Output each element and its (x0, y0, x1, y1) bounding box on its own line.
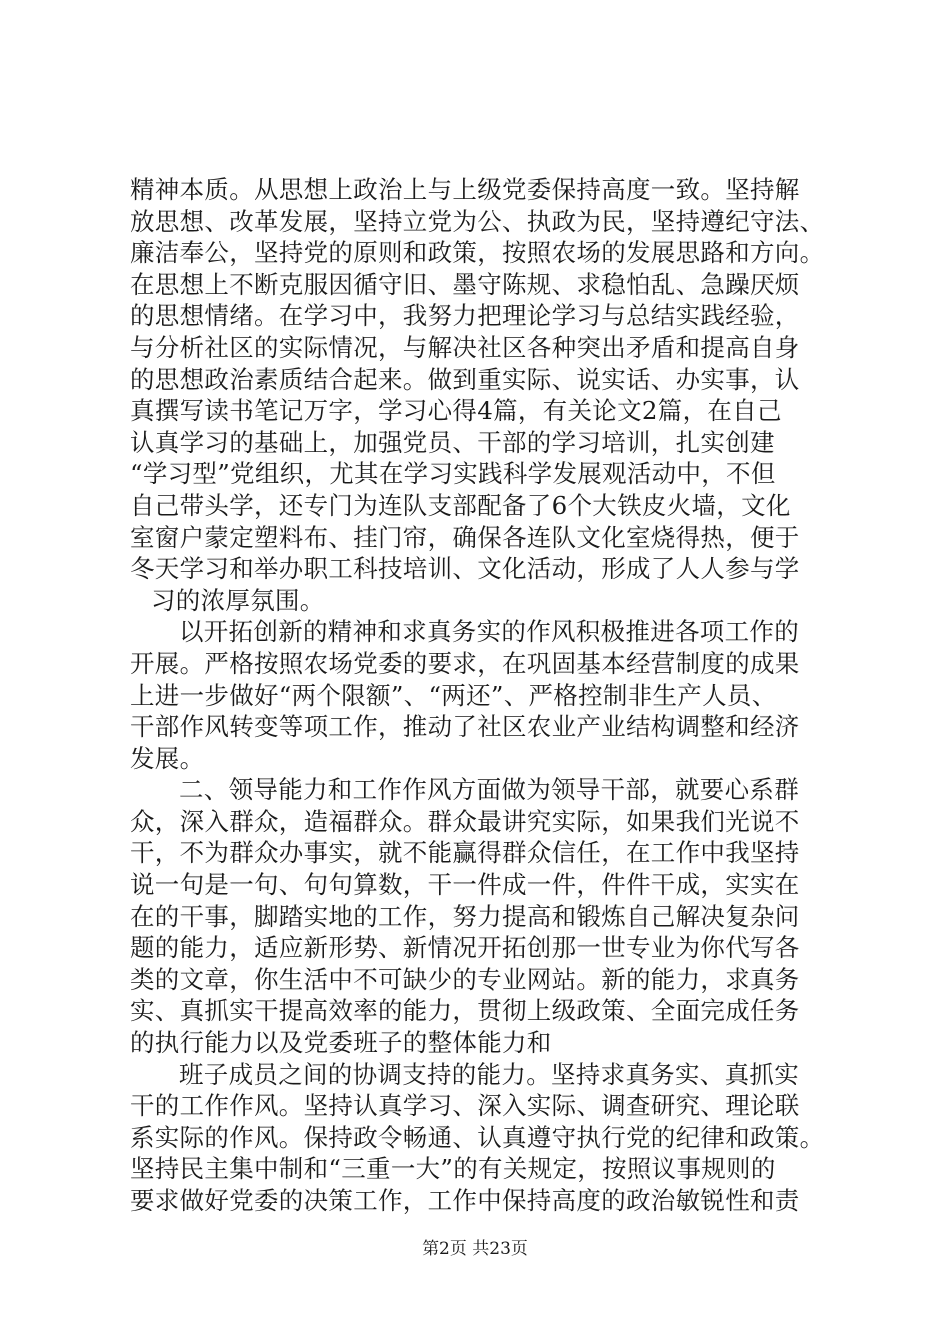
text-line: 开展。严格按照农场党委的要求，在巩固基本经营制度的成果 (130, 648, 800, 678)
text-line: 真撰写读书笔记万字，学习心得4篇，有关论文2篇，在自己 (130, 396, 782, 426)
text-line: 自己带头学，还专门为连队支部配备了6个大铁皮火墙，文化 (130, 490, 791, 520)
text-line: 在思想上不断克服因循守旧、墨守陈规、求稳怕乱、急躁厌烦 (130, 269, 800, 299)
text-line: 放思想、改革发展，坚持立党为公、执政为民，坚持遵纪守法、 (130, 206, 825, 236)
text-line: 习的浓厚氛围。 (151, 585, 325, 615)
text-line: 室窗户蒙定塑料布、挂门帘，确保各连队文化室烧得热，便于 (130, 522, 800, 552)
page-footer (0, 1238, 950, 1260)
text-line: “学习型”党组织，尤其在学习实践科学发展观活动中，不但 (130, 459, 776, 489)
page-number-label: 第2页 共23页 (422, 1239, 528, 1259)
text-line: 要求做好党委的决策工作，工作中保持高度的政治敏锐性和责 (130, 1186, 800, 1215)
text-line: 上进一步做好“两个限额”、“两还”、严格控制非生产人员、 (130, 680, 777, 710)
paragraph-start-line: 班子成员之间的协调支持的能力。坚持求真务实、真抓实 (179, 1059, 799, 1089)
text-line: 的思想情绪。在学习中，我努力把理论学习与总结实践经验， (130, 301, 800, 331)
document-body (130, 174, 830, 1217)
paragraph-start-line: 二、领导能力和工作作风方面做为领导干部，就要心系群 (179, 775, 799, 805)
text-line: 的思想政治素质结合起来。做到重实际、说实话、办实事，认 (130, 364, 800, 394)
text-line: 说一句是一句、句句算数，干一件成一件，件件干成，实实在 (130, 870, 800, 900)
text-line: 的执行能力以及党委班子的整体能力和 (130, 1028, 552, 1058)
text-line: 干的工作作风。坚持认真学习、深入实际、调查研究、理论联 (130, 1091, 800, 1121)
text-line: 题的能力，适应新形势、新情况开拓创那一世专业为你代写各 (130, 933, 800, 963)
text-line: 坚持民主集中制和“三重一大”的有关规定，按照议事规则的 (130, 1154, 776, 1184)
text-line: 廉洁奉公，坚持党的原则和政策，按照农场的发展思路和方向。 (130, 238, 825, 268)
text-line: 干部作风转变等项工作，推动了社区农业产业结构调整和经济 (130, 712, 800, 742)
text-line: 在的干事，脚踏实地的工作，努力提高和锻炼自己解决复杂问 (130, 901, 800, 931)
text-line: 实、真抓实干提高效率的能力，贯彻上级政策、全面完成任务 (130, 996, 800, 1026)
text-line: 发展。 (130, 743, 205, 773)
text-line: 与分析社区的实际情况，与解决社区各种突出矛盾和提高自身 (130, 332, 800, 362)
text-line: 认真学习的基础上，加强党员、干部的学习培训，扎实创建 (130, 427, 775, 457)
text-line: 冬天学习和举办职工科技培训、文化活动，形成了人人参与学 (130, 554, 800, 584)
paragraph-start-line: 以开拓创新的精神和求真务实的作风积极推进各项工作的 (179, 617, 799, 647)
text-line: 类的文章，你生活中不可缺少的专业网站。新的能力，求真务 (130, 964, 800, 994)
text-line: 众，深入群众，造福群众。群众最讲究实际，如果我们光说不 (130, 806, 800, 836)
text-line: 系实际的作风。保持政令畅通、认真遵守执行党的纪律和政策。 (130, 1122, 825, 1152)
text-line: 精神本质。从思想上政治上与上级党委保持高度一致。坚持解 (130, 175, 800, 204)
text-line: 干，不为群众办事实，就不能赢得群众信任，在工作中我坚持 (130, 838, 800, 868)
